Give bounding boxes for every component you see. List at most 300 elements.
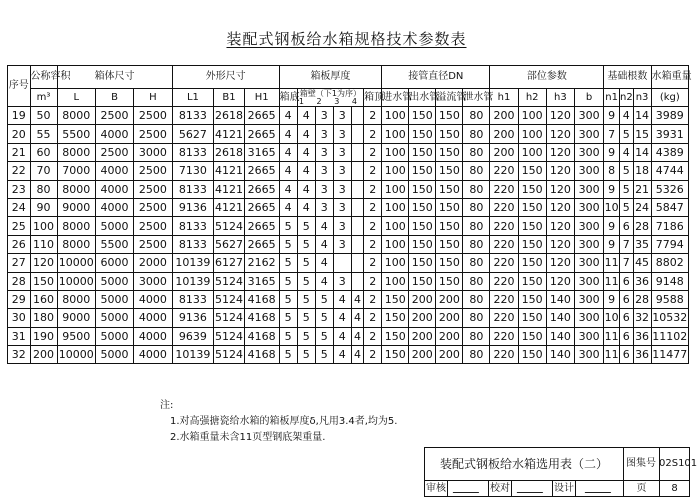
table-row bbox=[8, 327, 689, 345]
table-cell: 5124 bbox=[214, 327, 244, 345]
table-cell: 5124 bbox=[214, 346, 244, 364]
table-cell: 3 bbox=[333, 125, 351, 143]
table-cell: 2162 bbox=[244, 254, 279, 272]
table-cell: 4168 bbox=[244, 290, 279, 308]
table-cell: 4389 bbox=[651, 143, 688, 161]
table-cell: 5 bbox=[279, 272, 297, 290]
table-cell: 150 bbox=[409, 162, 436, 180]
table-cell: 2500 bbox=[95, 143, 133, 161]
table-cell: 5000 bbox=[95, 217, 133, 235]
table-cell: 55 bbox=[30, 125, 57, 143]
table-cell: 2500 bbox=[134, 235, 172, 253]
table-cell: 19 bbox=[8, 107, 31, 125]
table-cell: 200 bbox=[409, 309, 436, 327]
table-cell: 5 bbox=[279, 346, 297, 364]
table-cell: 4 bbox=[620, 143, 634, 161]
table-cell: 2 bbox=[364, 254, 382, 272]
table-cell: 5627 bbox=[214, 235, 244, 253]
table-cell bbox=[351, 180, 363, 198]
table-cell: 220 bbox=[490, 254, 518, 272]
table-cell: 5 bbox=[297, 272, 315, 290]
header-box-size: 箱体尺寸 bbox=[57, 66, 172, 89]
table-cell: 8133 bbox=[172, 107, 214, 125]
table-cell: 150 bbox=[382, 290, 409, 308]
table-cell: 36 bbox=[633, 346, 651, 364]
header-h3: h3 bbox=[546, 89, 574, 107]
table-cell: 14 bbox=[633, 107, 651, 125]
table-cell: 100 bbox=[382, 235, 409, 253]
table-cell: 120 bbox=[546, 180, 574, 198]
table-cell: 2665 bbox=[244, 162, 279, 180]
table-cell: 150 bbox=[436, 254, 463, 272]
table-cell: 2500 bbox=[134, 198, 172, 216]
table-cell: 4121 bbox=[214, 198, 244, 216]
table-cell: 150 bbox=[436, 272, 463, 290]
table-cell: 50 bbox=[30, 107, 57, 125]
table-cell: 140 bbox=[546, 309, 574, 327]
table-cell: 5 bbox=[620, 180, 634, 198]
table-cell: 300 bbox=[574, 125, 603, 143]
table-cell: 14 bbox=[633, 143, 651, 161]
table-cell: 20 bbox=[8, 125, 31, 143]
table-cell: 9 bbox=[604, 217, 620, 235]
header-wall-numbers: 1 2 3 4 bbox=[298, 96, 362, 106]
table-cell: 3 bbox=[333, 162, 351, 180]
table-row bbox=[8, 290, 689, 308]
table-row bbox=[8, 162, 689, 180]
table-cell: 150 bbox=[409, 217, 436, 235]
table-cell: 300 bbox=[574, 290, 603, 308]
table-cell: 4 bbox=[351, 309, 363, 327]
table-cell: 5 bbox=[297, 217, 315, 235]
table-cell: 2500 bbox=[134, 107, 172, 125]
table-cell: 150 bbox=[518, 198, 546, 216]
table-cell: 28 bbox=[633, 217, 651, 235]
table-cell: 2 bbox=[364, 198, 382, 216]
table-cell: 150 bbox=[518, 254, 546, 272]
drawing-title: 装配式钢板给水箱选用表（二） bbox=[425, 448, 624, 480]
header-outer-size: 外形尺寸 bbox=[172, 66, 279, 89]
table-cell: 200 bbox=[490, 107, 518, 125]
table-cell: 150 bbox=[518, 309, 546, 327]
header-H: H bbox=[134, 89, 172, 107]
table-cell: 2 bbox=[364, 162, 382, 180]
page-title: 装配式钢板给水箱规格技术参数表 bbox=[226, 30, 467, 48]
table-row bbox=[8, 180, 689, 198]
table-cell: 220 bbox=[490, 309, 518, 327]
table-cell: 150 bbox=[518, 327, 546, 345]
table-cell: 300 bbox=[574, 217, 603, 235]
table-cell: 2 bbox=[364, 125, 382, 143]
table-cell: 5124 bbox=[214, 290, 244, 308]
table-cell: 18 bbox=[633, 162, 651, 180]
table-cell: 9136 bbox=[172, 309, 214, 327]
table-cell: 5326 bbox=[651, 180, 688, 198]
table-cell: 100 bbox=[518, 143, 546, 161]
table-cell: 3931 bbox=[651, 125, 688, 143]
table-cell: 4 bbox=[297, 125, 315, 143]
table-cell: 300 bbox=[574, 327, 603, 345]
table-cell: 27 bbox=[8, 254, 31, 272]
table-cell: 300 bbox=[574, 254, 603, 272]
table-cell: 220 bbox=[490, 162, 518, 180]
table-cell: 45 bbox=[633, 254, 651, 272]
table-cell: 8000 bbox=[57, 180, 95, 198]
table-cell: 6 bbox=[620, 217, 634, 235]
table-cell: 150 bbox=[518, 346, 546, 364]
table-cell: 8000 bbox=[57, 235, 95, 253]
table-cell: 11 bbox=[604, 346, 620, 364]
header-inlet: 进水管 bbox=[382, 89, 409, 107]
table-cell: 120 bbox=[546, 162, 574, 180]
table-cell: 150 bbox=[409, 254, 436, 272]
table-cell: 4 bbox=[279, 162, 297, 180]
table-cell: 5 bbox=[315, 290, 333, 308]
table-cell: 3 bbox=[333, 217, 351, 235]
table-cell: 2665 bbox=[244, 125, 279, 143]
header-weight-unit: (kg) bbox=[651, 89, 688, 107]
table-cell: 4 bbox=[297, 198, 315, 216]
table-cell: 220 bbox=[490, 180, 518, 198]
table-cell: 7186 bbox=[651, 217, 688, 235]
table-cell: 10000 bbox=[57, 272, 95, 290]
table-cell: 120 bbox=[546, 107, 574, 125]
table-cell: 140 bbox=[546, 290, 574, 308]
table-cell: 300 bbox=[574, 235, 603, 253]
page-number: 8 bbox=[671, 483, 678, 494]
table-cell: 10 bbox=[604, 198, 620, 216]
table-cell: 4000 bbox=[95, 198, 133, 216]
header-drain: 泄水管 bbox=[463, 89, 490, 107]
table-cell: 2500 bbox=[134, 217, 172, 235]
header-position: 部位参数 bbox=[490, 66, 604, 89]
table-cell: 22 bbox=[8, 162, 31, 180]
table-cell: 150 bbox=[409, 143, 436, 161]
table-cell: 220 bbox=[490, 198, 518, 216]
table-cell: 32 bbox=[8, 346, 31, 364]
table-cell: 5 bbox=[620, 198, 634, 216]
table-cell: 3 bbox=[315, 107, 333, 125]
table-cell: 150 bbox=[518, 180, 546, 198]
table-cell: 300 bbox=[574, 107, 603, 125]
design-signature bbox=[576, 481, 624, 496]
table-cell: 150 bbox=[436, 180, 463, 198]
table-cell: 9000 bbox=[57, 309, 95, 327]
table-cell: 6 bbox=[620, 290, 634, 308]
table-cell: 80 bbox=[463, 346, 490, 364]
table-cell: 80 bbox=[30, 180, 57, 198]
table-cell: 4 bbox=[351, 327, 363, 345]
table-cell: 2 bbox=[364, 180, 382, 198]
table-cell: 32 bbox=[633, 309, 651, 327]
header-L1: L1 bbox=[172, 89, 214, 107]
atlas-number: 02S101 bbox=[659, 458, 697, 469]
table-row bbox=[8, 125, 689, 143]
header-wall bbox=[297, 89, 363, 107]
table-cell: 220 bbox=[490, 217, 518, 235]
table-row bbox=[8, 235, 689, 253]
table-cell: 4 bbox=[333, 327, 351, 345]
table-row bbox=[8, 143, 689, 161]
title-block bbox=[424, 447, 697, 497]
table-cell: 11 bbox=[604, 254, 620, 272]
table-cell: 80 bbox=[463, 290, 490, 308]
table-cell: 80 bbox=[463, 180, 490, 198]
table-cell bbox=[351, 217, 363, 235]
table-cell: 80 bbox=[463, 162, 490, 180]
table-cell: 28 bbox=[633, 290, 651, 308]
table-cell: 2 bbox=[364, 217, 382, 235]
table-cell: 3989 bbox=[651, 107, 688, 125]
table-cell: 300 bbox=[574, 180, 603, 198]
table-cell: 150 bbox=[409, 125, 436, 143]
table-cell: 9500 bbox=[57, 327, 95, 345]
table-cell: 30 bbox=[8, 309, 31, 327]
table-cell: 120 bbox=[546, 125, 574, 143]
table-cell: 11477 bbox=[651, 346, 688, 364]
table-cell: 300 bbox=[574, 143, 603, 161]
table-cell: 4 bbox=[333, 309, 351, 327]
table-cell: 5 bbox=[620, 162, 634, 180]
table-cell: 150 bbox=[436, 217, 463, 235]
table-row bbox=[8, 346, 689, 364]
table-cell: 5 bbox=[297, 309, 315, 327]
header-bottom: 箱底 bbox=[279, 89, 297, 107]
review-label: 审核 bbox=[426, 483, 446, 494]
table-cell: 5500 bbox=[57, 125, 95, 143]
table-body bbox=[8, 107, 689, 364]
table-cell: 36 bbox=[633, 272, 651, 290]
header-n1: n1 bbox=[604, 89, 620, 107]
table-cell: 2665 bbox=[244, 198, 279, 216]
table-cell: 110 bbox=[30, 235, 57, 253]
table-cell: 3165 bbox=[244, 143, 279, 161]
table-cell: 3 bbox=[333, 180, 351, 198]
header-wall-label: 箱壁（下1为序） bbox=[299, 88, 361, 98]
table-cell: 3 bbox=[333, 107, 351, 125]
table-cell: 9 bbox=[604, 235, 620, 253]
table-cell: 8000 bbox=[57, 143, 95, 161]
table-cell: 7794 bbox=[651, 235, 688, 253]
table-cell: 4 bbox=[315, 235, 333, 253]
header-n2: n2 bbox=[620, 89, 634, 107]
table-cell: 150 bbox=[436, 143, 463, 161]
table-cell: 9 bbox=[604, 180, 620, 198]
table-cell: 5 bbox=[315, 327, 333, 345]
header-h2: h2 bbox=[518, 89, 546, 107]
table-cell: 100 bbox=[382, 198, 409, 216]
table-row bbox=[8, 254, 689, 272]
page-label: 页 bbox=[624, 481, 660, 496]
table-cell: 90 bbox=[30, 198, 57, 216]
review-signature bbox=[448, 481, 489, 496]
table-cell: 10139 bbox=[172, 346, 214, 364]
table-cell: 8133 bbox=[172, 143, 214, 161]
table-cell: 2618 bbox=[214, 143, 244, 161]
table-cell: 5 bbox=[279, 235, 297, 253]
table-cell: 5847 bbox=[651, 198, 688, 216]
table-cell: 4 bbox=[315, 272, 333, 290]
table-cell: 9 bbox=[604, 290, 620, 308]
table-cell: 120 bbox=[546, 254, 574, 272]
table-cell: 120 bbox=[546, 272, 574, 290]
table-cell: 10000 bbox=[57, 346, 95, 364]
table-cell: 4 bbox=[279, 198, 297, 216]
table-cell: 5000 bbox=[95, 327, 133, 345]
check-signature bbox=[512, 481, 553, 496]
table-cell: 220 bbox=[490, 290, 518, 308]
table-cell: 2 bbox=[364, 235, 382, 253]
table-cell: 4 bbox=[351, 346, 363, 364]
table-cell: 5124 bbox=[214, 272, 244, 290]
table-cell: 23 bbox=[8, 180, 31, 198]
table-header bbox=[8, 66, 692, 107]
table-cell: 4 bbox=[279, 107, 297, 125]
table-cell: 9 bbox=[604, 107, 620, 125]
table-cell: 180 bbox=[30, 309, 57, 327]
table-cell: 140 bbox=[546, 327, 574, 345]
table-cell: 24 bbox=[633, 198, 651, 216]
table-cell: 4000 bbox=[134, 327, 172, 345]
table-cell: 5 bbox=[279, 254, 297, 272]
table-cell bbox=[351, 254, 363, 272]
table-cell: 150 bbox=[518, 217, 546, 235]
table-cell: 5500 bbox=[95, 235, 133, 253]
table-row bbox=[8, 217, 689, 235]
table-cell: 200 bbox=[409, 346, 436, 364]
table-cell: 4 bbox=[315, 217, 333, 235]
table-cell: 4 bbox=[315, 254, 333, 272]
table-cell: 5000 bbox=[95, 346, 133, 364]
table-cell: 150 bbox=[409, 235, 436, 253]
table-cell: 150 bbox=[409, 107, 436, 125]
header-H1: H1 bbox=[244, 89, 279, 107]
table-cell: 28 bbox=[8, 272, 31, 290]
table-cell: 7 bbox=[620, 254, 634, 272]
header-volume-unit: m³ bbox=[30, 89, 57, 107]
table-cell: 150 bbox=[436, 235, 463, 253]
table-cell: 220 bbox=[490, 272, 518, 290]
table-cell bbox=[351, 235, 363, 253]
table-cell: 6 bbox=[620, 272, 634, 290]
table-cell bbox=[351, 272, 363, 290]
table-cell: 190 bbox=[30, 327, 57, 345]
table-cell bbox=[351, 143, 363, 161]
table-cell: 5 bbox=[279, 327, 297, 345]
table-cell: 4 bbox=[333, 346, 351, 364]
table-cell: 36 bbox=[633, 327, 651, 345]
table-cell: 150 bbox=[409, 272, 436, 290]
table-row bbox=[8, 309, 689, 327]
table-cell: 6 bbox=[620, 309, 634, 327]
table-cell: 2500 bbox=[134, 125, 172, 143]
table-cell: 2500 bbox=[134, 162, 172, 180]
table-cell: 5 bbox=[297, 346, 315, 364]
table-cell: 9639 bbox=[172, 327, 214, 345]
table-cell bbox=[351, 107, 363, 125]
table-cell: 200 bbox=[409, 290, 436, 308]
note-item: 2.水箱重量未含11页型钢底架重量. bbox=[170, 432, 326, 443]
table-cell: 120 bbox=[546, 143, 574, 161]
table-cell: 150 bbox=[518, 272, 546, 290]
table-cell: 4000 bbox=[95, 180, 133, 198]
table-cell bbox=[333, 254, 351, 272]
table-cell: 5 bbox=[279, 290, 297, 308]
header-L: L bbox=[57, 89, 95, 107]
table-cell: 300 bbox=[574, 346, 603, 364]
table-cell: 2 bbox=[364, 309, 382, 327]
table-row bbox=[8, 272, 689, 290]
spec-table bbox=[7, 65, 692, 364]
table-cell: 150 bbox=[409, 198, 436, 216]
table-cell: 5 bbox=[279, 217, 297, 235]
table-cell: 150 bbox=[382, 346, 409, 364]
header-base: 基础根数 bbox=[604, 66, 651, 89]
table-cell: 100 bbox=[382, 217, 409, 235]
table-cell bbox=[351, 162, 363, 180]
table-cell: 15 bbox=[633, 125, 651, 143]
table-cell: 100 bbox=[518, 107, 546, 125]
table-cell: 8000 bbox=[57, 217, 95, 235]
header-B: B bbox=[95, 89, 133, 107]
table-cell: 80 bbox=[463, 327, 490, 345]
table-cell: 200 bbox=[409, 327, 436, 345]
table-cell: 4 bbox=[279, 125, 297, 143]
table-cell: 7 bbox=[620, 235, 634, 253]
header-h1: h1 bbox=[490, 89, 518, 107]
header-weight: 水箱重量 bbox=[651, 66, 688, 89]
table-cell: 5 bbox=[315, 346, 333, 364]
table-cell: 300 bbox=[574, 309, 603, 327]
table-cell: 200 bbox=[436, 327, 463, 345]
table-cell: 8000 bbox=[57, 107, 95, 125]
table-cell: 4000 bbox=[134, 346, 172, 364]
header-outlet: 出水管 bbox=[409, 89, 436, 107]
table-cell: 200 bbox=[436, 309, 463, 327]
table-cell: 2 bbox=[364, 107, 382, 125]
table-cell: 220 bbox=[490, 346, 518, 364]
table-cell: 200 bbox=[490, 143, 518, 161]
table-cell: 100 bbox=[382, 162, 409, 180]
table-cell: 2500 bbox=[95, 107, 133, 125]
table-cell: 5 bbox=[297, 290, 315, 308]
check-label: 校对 bbox=[490, 483, 510, 494]
table-cell: 10000 bbox=[57, 254, 95, 272]
header-top: 箱顶 bbox=[364, 89, 382, 107]
table-cell: 7130 bbox=[172, 162, 214, 180]
table-cell: 2665 bbox=[244, 217, 279, 235]
table-cell: 3 bbox=[315, 180, 333, 198]
table-cell: 5 bbox=[620, 125, 634, 143]
table-cell: 8133 bbox=[172, 217, 214, 235]
table-cell: 5 bbox=[315, 309, 333, 327]
table-cell: 5000 bbox=[95, 272, 133, 290]
table-cell: 80 bbox=[463, 107, 490, 125]
table-cell: 3 bbox=[333, 198, 351, 216]
table-cell: 3 bbox=[333, 235, 351, 253]
table-cell: 8133 bbox=[172, 180, 214, 198]
table-cell: 5627 bbox=[172, 125, 214, 143]
table-cell: 70 bbox=[30, 162, 57, 180]
table-cell: 4000 bbox=[134, 290, 172, 308]
table-cell: 5 bbox=[297, 327, 315, 345]
table-cell: 4121 bbox=[214, 180, 244, 198]
table-cell: 5000 bbox=[95, 290, 133, 308]
table-cell: 21 bbox=[633, 180, 651, 198]
table-cell: 150 bbox=[518, 162, 546, 180]
table-cell: 4 bbox=[333, 290, 351, 308]
table-cell: 5124 bbox=[214, 217, 244, 235]
